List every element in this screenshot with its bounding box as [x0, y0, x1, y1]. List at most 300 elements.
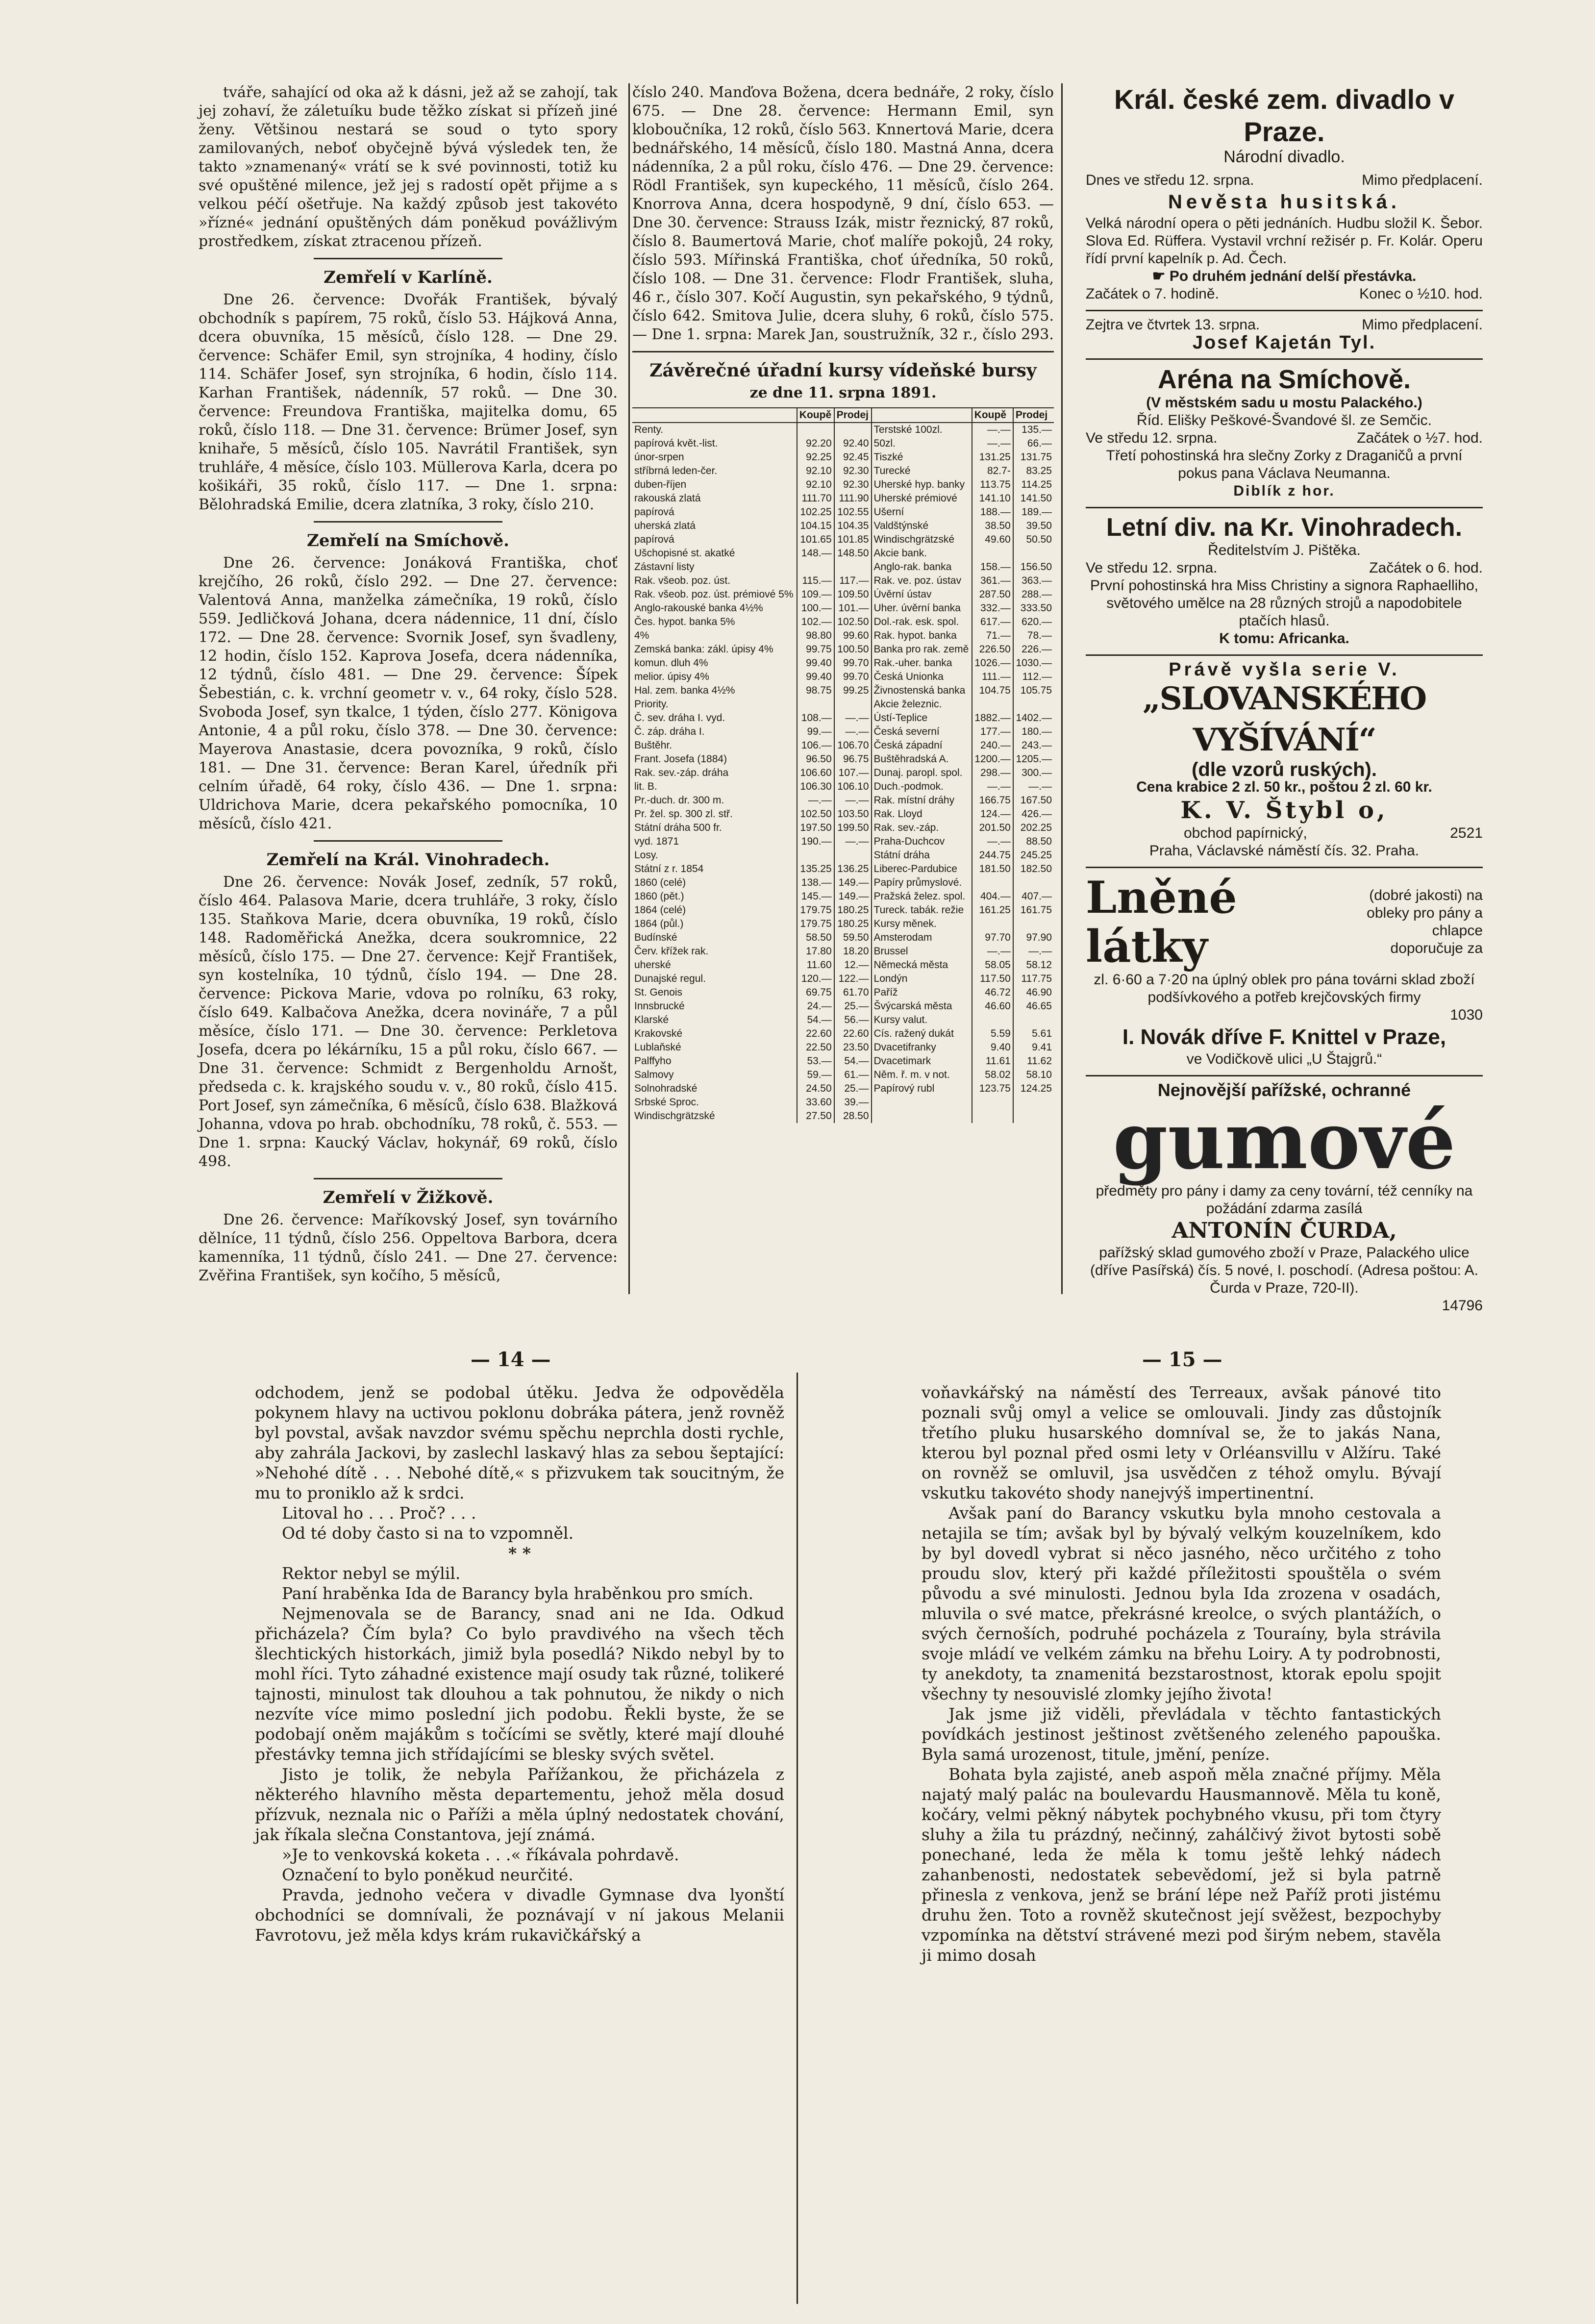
bursa-security: Innsbrucké — [634, 1000, 685, 1012]
bursa-rate: 201.50 — [972, 821, 1013, 835]
bursa-rate: 1402.— — [1013, 711, 1054, 725]
bursa-security: Akcie bank. — [872, 547, 972, 560]
bursa-rate: 166.75 — [972, 794, 1013, 807]
bursa-rate: 106.— — [797, 739, 834, 752]
bursa-rate: 58.02 — [972, 1068, 1013, 1082]
heading-karlin: Zemřelí v Karlíně. — [324, 268, 493, 287]
lnene-text: zl. 6·60 a 7·20 na úplný oblek pro pána továrni sklad zboží podšívkového a potřeb krejčovských firmy — [1094, 972, 1475, 1005]
bursa-rate — [834, 560, 872, 574]
bursa-rate: 24.— — [797, 1000, 834, 1013]
bursa-rate — [797, 698, 834, 711]
bursa-row — [632, 780, 1054, 794]
bursa-rate: 78.— — [1013, 629, 1054, 643]
bursa-row — [632, 766, 1054, 780]
bursa-rate: 226.50 — [972, 643, 1013, 656]
bursa-rate: 5.59 — [972, 1027, 1013, 1041]
bursa-rate: 300.— — [1013, 766, 1054, 780]
bursa-security: Státní z r. 1854 — [634, 863, 704, 875]
bursa-rate: 101.65 — [797, 533, 834, 547]
deaths-zizkov: Dne 26. července: Maříkovský Josef, syn továrního dělníce, 11 týdnů, číslo 256. Oppeltova Barbora, dcera kamenníka, 11 týdnů, číslo 241. — Dne 27. července: Zvěřina František, syn kočího, 5 měsíců, — [199, 1211, 618, 1284]
bursa-row — [632, 464, 1054, 478]
bursa-row — [632, 684, 1054, 698]
vysivani-subtitle: (dle vzorů ruských). — [1192, 759, 1377, 780]
bursa-rate: 100.— — [797, 601, 834, 615]
heading-smichov: Zemřelí na Smíchově. — [307, 531, 509, 550]
bursa-row — [632, 615, 1054, 629]
bursa-rate: 1200.— — [972, 752, 1013, 766]
bursa-row — [632, 794, 1054, 807]
bursa-security: Krakovské — [634, 1028, 683, 1039]
bursa-rate: 61.70 — [834, 986, 872, 1000]
bursa-rate: 105.75 — [1013, 684, 1054, 698]
section-stars: * * — [508, 1544, 531, 1563]
bursa-rate: 361.— — [972, 574, 1013, 588]
bursa-rate: 97.90 — [1013, 931, 1054, 945]
theatre-text: Velká národní opera o pěti jednáních. Hudbu složil K. Šebor. Slova Ed. Rüffera. Vystavil vrchní režisér p. Fr. Kolár. Operu řídí první kapelník p. Ad. Čech. — [1086, 215, 1483, 267]
bursa-row — [632, 1013, 1054, 1027]
bursa-rate — [834, 423, 872, 437]
bursa-rate: 188.— — [972, 505, 1013, 519]
bursa-rate: 407.— — [1013, 890, 1054, 903]
bursa-security: Lublaňské — [634, 1042, 681, 1053]
bursa-security: Tiszké — [872, 450, 972, 464]
bursa-security: vyd. 1871 — [634, 836, 679, 847]
bursa-rate: —.— — [1013, 780, 1054, 794]
arena-day: Ve středu 12. srpna. — [1086, 430, 1218, 446]
bursa-rate: 59.— — [797, 1068, 834, 1082]
bursa-rate: 38.50 — [972, 519, 1013, 533]
col-sell: Prodej — [834, 408, 872, 423]
hand-icon: ☛ — [1152, 268, 1170, 284]
bursa-security: Frant. Josefa (1884) — [634, 753, 727, 765]
bursa-rate: 117.50 — [972, 972, 1013, 986]
gum-top: Nejnovější pařížské, ochranné — [1157, 1080, 1411, 1100]
bursa-security: Renty. — [634, 424, 664, 435]
bursa-rate: 333.50 — [1013, 601, 1054, 615]
curda-text: pařížský sklad gumového zboží v Praze, Palackého ulice (dříve Pasířská) čís. 5 nové, I. poschodí. (Adresa poštou: A. Čurda v Praze, 720-II). — [1090, 1245, 1479, 1296]
bursa-rate: 182.50 — [1013, 862, 1054, 876]
summer-director: Ředitelstvím J. Pištěka. — [1208, 542, 1361, 558]
bursa-rate: 149.— — [834, 890, 872, 903]
bursa-security: Ušerní — [872, 505, 972, 519]
bursa-rate: —.— — [972, 423, 1013, 437]
bursa-rate: 617.— — [972, 615, 1013, 629]
bursa-row — [632, 807, 1054, 821]
summer-end: K tomu: Africanka. — [1219, 630, 1349, 647]
bursa-security: Klarské — [634, 1014, 669, 1025]
lnene-num: 1030 — [1450, 1007, 1483, 1023]
bursa-rate: 96.50 — [797, 752, 834, 766]
bursa-rate: 117.75 — [1013, 972, 1054, 986]
bursa-rate: 99.40 — [797, 656, 834, 670]
curda-num: 14796 — [1442, 1298, 1483, 1314]
bursa-rate: 181.50 — [972, 862, 1013, 876]
bursa-security: Česká Unionka — [872, 670, 972, 684]
bursa-rate: 197.50 — [797, 821, 834, 835]
bursa-security: Červ. křížek rak. — [634, 946, 709, 957]
bursa-rate: 33.60 — [797, 1096, 834, 1109]
bursa-rate: 141.50 — [1013, 492, 1054, 505]
bursa-rate: 54.— — [797, 1013, 834, 1027]
bursa-rate: 71.— — [972, 629, 1013, 643]
bursa-rate: 46.72 — [972, 986, 1013, 1000]
bursa-rate: 141.10 — [972, 492, 1013, 505]
bursa-security: Turecké — [872, 464, 972, 478]
bursa-security: Čes. hypot. banka 5% — [634, 616, 735, 627]
bursa-rate — [1013, 1096, 1054, 1109]
bursa-security: Státní dráha 500 fr. — [634, 822, 722, 833]
bursa-rate: 332.— — [972, 601, 1013, 615]
bursa-row — [632, 1096, 1054, 1109]
bursa-rate — [972, 698, 1013, 711]
bursa-rate: —.— — [972, 437, 1013, 450]
bursa-rate: 101.85 — [834, 533, 872, 547]
gum-title: gumové — [1113, 1095, 1456, 1187]
bursa-security: papírová — [634, 506, 674, 518]
bursa-security: Uherské prémiové — [872, 492, 972, 505]
novel-left — [255, 1382, 784, 1945]
bursa-security: Česká severní — [872, 725, 972, 739]
col-buy: Koupě — [797, 408, 834, 423]
stybl-sub: obchod papírnický, — [1184, 825, 1307, 841]
bursa-rate: —.— — [972, 945, 1013, 958]
bursa-rate: 1026.— — [972, 656, 1013, 670]
bursa-rate: 120.— — [797, 972, 834, 986]
novel-paragraph: Jisto je tolik, že nebyla Pařížankou, že přicházela z některého hlavního města departementu, jehož měla dosud přízvuk, neznala nic o Paříži a měla úplný nedostatek chování, jak říkala slečna Constantova, její známá. — [255, 1765, 784, 1844]
bursa-security: Dvacetimark — [872, 1054, 972, 1068]
bursa-security: Rak. všeob. poz. úst. — [634, 575, 731, 586]
bursa-security: Česká západní — [872, 739, 972, 752]
bursa-security: Zemská banka: zákl. úpisy 4% — [634, 644, 773, 655]
column-rule — [1061, 83, 1063, 1294]
bursa-security: 4% — [634, 630, 649, 641]
bursa-rate: 58.50 — [797, 931, 834, 945]
bursa-security: únor-srpen — [634, 451, 684, 463]
bursa-security: 1864 (půl.) — [634, 918, 684, 929]
bursa-row — [632, 478, 1054, 492]
bursa-row — [632, 574, 1054, 588]
bursa-rate: 25.— — [834, 1082, 872, 1096]
bursa-rate — [1013, 1013, 1054, 1027]
lnene-note: (dobré jakosti) na obleky pro pány a chlapce doporučuje za — [1367, 887, 1483, 956]
bursa-security: lit. B. — [634, 781, 657, 792]
vysivani-title: „SLOVANSKÉHO VYŠÍVÁNÍ“ — [1142, 680, 1426, 758]
novel-paragraph: Pravda, jednoho večera v divadle Gymnase dva lyonští obchodníci se domnívali, že poznávají v ní jakous Melanii Favrotovu, jež měla kdys krám rukavičkářský a — [255, 1885, 784, 1945]
bursa-rate: 103.50 — [834, 807, 872, 821]
bursa-rate: 46.90 — [1013, 986, 1054, 1000]
bursa-rate — [972, 917, 1013, 931]
bursa-security: Pr. žel. sp. 300 zl. stř. — [634, 808, 733, 820]
bursa-security: Terstské 100zl. — [872, 423, 972, 437]
bursa-rate: 108.— — [797, 711, 834, 725]
bursa-security: Dol.-rak. esk. spol. — [872, 615, 972, 629]
novel-right — [922, 1382, 1441, 1965]
bursa-rate: 101.— — [834, 601, 872, 615]
bursa-rate: 17.80 — [797, 945, 834, 958]
bursa-rate: 288.— — [1013, 588, 1054, 601]
bursa-security: papírová květ.-list. — [634, 438, 718, 449]
bursa-security: 1860 (celé) — [634, 877, 686, 888]
bursa-rate: 180.25 — [834, 917, 872, 931]
bursa-rate: 24.50 — [797, 1082, 834, 1096]
bursa-rate: 180.— — [1013, 725, 1054, 739]
bursa-rate: 131.25 — [972, 450, 1013, 464]
bursa-row — [632, 835, 1054, 849]
divider — [314, 840, 502, 842]
bursa-rate: 620.— — [1013, 615, 1054, 629]
bursa-rate: 92.30 — [834, 464, 872, 478]
bursa-security: Německá města — [872, 958, 972, 972]
bursa-security: Papírový rubl — [872, 1082, 972, 1096]
bursa-security: Něm. ř. m. v not. — [872, 1068, 972, 1082]
summer-text: První pohostinská hra Miss Christiny a signora Raphaelliho, světového umělce na 28 různých strojů a napodobitele ptačích hlasů. — [1090, 577, 1479, 629]
bursa-rate: 298.— — [972, 766, 1013, 780]
novel-paragraph: Paní hraběnka Ida de Barancy byla hraběnkou pro smích. — [282, 1584, 754, 1603]
bursa-rate: 114.25 — [1013, 478, 1054, 492]
gum-text: předměty pro pány i damy za ceny tovární, též cenníky na požádání zdarma zasílá — [1096, 1183, 1473, 1217]
bursa-rate: 145.— — [797, 890, 834, 903]
novel-paragraph: Jak jsme již viděli, převládala v těchto fantastických povídkách jestinost ještinost zvětšeného zeleného papouška. Byla samá urozenost, titule, jmění, peníze. — [922, 1704, 1441, 1764]
bursa-rate: 22.50 — [797, 1041, 834, 1054]
novel-paragraph: odchodem, jenž se podobal útěku. Jedva že odpověděla pokynem hlavy na uctivou poklonu dobráka pátera, jenž rovněž byl povstal, avšak navzdor svému spěchu neprchla dosti rychle, aby zahrála Jackovi, by zaslechl laskavý hlas za sebou šeptající: »Nehohé dítě . . . Nebohé dítě,« s přizvukem tak soucitným, že mu to proniklo až k srdci. — [255, 1383, 784, 1502]
bursa-rate: 161.25 — [972, 903, 1013, 917]
bursa-rate: 11.61 — [972, 1054, 1013, 1068]
bursa-rate: 61.— — [834, 1068, 872, 1082]
bursa-row — [632, 698, 1054, 711]
bursa-rate: 58.12 — [1013, 958, 1054, 972]
bursa-security: Švýcarská města — [872, 1000, 972, 1013]
bursa-rate: 99.— — [797, 725, 834, 739]
bursa-rate — [1013, 876, 1054, 890]
bursa-rate: 27.50 — [797, 1109, 834, 1123]
bursa-rate — [797, 423, 834, 437]
bursa-security: Rak. všeob. poz. úst. prémiové 5% — [634, 589, 794, 600]
bursa-rate: 98.80 — [797, 629, 834, 643]
page-number-left: — 14 — — [471, 1348, 551, 1371]
bursa-rate: 99.25 — [834, 684, 872, 698]
bursa-rate: 109.— — [797, 588, 834, 601]
bursa-row — [632, 986, 1054, 1000]
bursa-row — [632, 1054, 1054, 1068]
bursa-row — [632, 945, 1054, 958]
bursa-security: Losy. — [634, 850, 658, 861]
vysivani-top: Právě vyšla serie V. — [1169, 659, 1400, 680]
bursa-security: Buštěhradská A. — [872, 752, 972, 766]
bursa-rate: —.— — [972, 780, 1013, 794]
bursa-rate: 92.40 — [834, 437, 872, 450]
bursa-security: St. Genois — [634, 987, 683, 998]
bursa-rate — [1013, 917, 1054, 931]
bursa-rate: 102.— — [797, 615, 834, 629]
bursa-rate: 179.75 — [797, 917, 834, 931]
bursa-security: Kursy měnek. — [872, 917, 972, 931]
theatre-end: Konec o ½10. hod. — [1359, 286, 1483, 302]
column-rule — [628, 83, 630, 1294]
bursa-security: Brussel — [872, 945, 972, 958]
bursa-rate: 99.70 — [834, 670, 872, 684]
bursa-security: papírová — [634, 534, 674, 545]
novel-paragraph: Nejmenovala se de Barancy, snad ani ne Ida. Odkud přicházela? Čím byla? Co bylo pravdivého na všech těch šlechtických historkách, jimiž byla posedlá? Nikdo nebyl by to mohl říci. Tyto záhadné existence mají osudy tak různé, tolikeré tajnosti, minulost tak dlouhou a tak pohnutou, že nikdy o nich nezvíte více mimo poslední jich podobu. Řekli byste, že se podobají oněm majákům s točícími se světly, které mají dlouhé přestávky temna jich střídajícími se blesky svých světel. — [255, 1604, 784, 1764]
bursa-row — [632, 450, 1054, 464]
bursa-rate: 58.10 — [1013, 1068, 1054, 1082]
bursa-rate: 117.— — [834, 574, 872, 588]
theatre-note2: Mimo předplacení. — [1362, 317, 1483, 333]
novel-paragraph: Bohata byla zajisté, aneb aspoň měla značné příjmy. Měla najatý malý palác na boulevardu Hausmannově. Měla tu koně, kočáry, velmi pěkný nábytek pochybného vkusu, při tom čtyry sluhy a žila tu prázdný, nečinný, zahálčivý život bytosti sobě ponechané, leda že měla k tomu ještě lehký nádech zahanbenosti, nedostatek sebevědomí, jež si byla patrně přinesla z venkova, jenž se brání lépe než Paříž proti jistému druhu žen. Toto a rovněž skutečnost její svěžest, bezpochyby vzpomínka na dětství strávené mezi pod širým nebem, stavěla ji mimo dosah — [922, 1765, 1441, 1965]
novak-name: I. Novák dříve F. Knittel v Praze, — [1122, 1025, 1446, 1049]
bursa-security: Rak. ve. poz. ústav — [872, 574, 972, 588]
bursa-rate: 96.75 — [834, 752, 872, 766]
arena-subtitle: (V městském sadu u mostu Palackého.) — [1146, 395, 1422, 411]
bursa-rate: 202.25 — [1013, 821, 1054, 835]
bursa-rate: 189.— — [1013, 505, 1054, 519]
arena-title: Aréna na Smíchově. — [1157, 365, 1411, 394]
bursa-rate: 124.25 — [1013, 1082, 1054, 1096]
bursa-row — [632, 917, 1054, 931]
bursa-rate: 148.50 — [834, 547, 872, 560]
bursa-rate: 92.45 — [834, 450, 872, 464]
bursa-security: Dunaj. paropl. spol. — [872, 766, 972, 780]
bursa-security: Londýn — [872, 972, 972, 986]
theatre-play: Nevěsta husitská. — [1168, 191, 1400, 213]
bursa-rate: 106.10 — [834, 780, 872, 794]
bursa-rate: 28.50 — [834, 1109, 872, 1123]
bursa-row — [632, 560, 1054, 574]
bursa-rate: 50.50 — [1013, 533, 1054, 547]
bursa-rate: 100.50 — [834, 643, 872, 656]
bursa-rate: 92.25 — [797, 450, 834, 464]
bursa-table — [632, 407, 1054, 1123]
bursa-security: Ústí-Teplice — [872, 711, 972, 725]
bursa-row — [632, 437, 1054, 450]
theatre-subtitle: Národní divadlo. — [1223, 148, 1345, 166]
bursa-rate: 190.— — [797, 835, 834, 849]
stybl-name: K. V. Štybl o, — [1180, 797, 1388, 824]
deaths-continued: číslo 240. Manďova Božena, dcera bednáře, 2 roky, číslo 675. — Dne 28. července: Hermann Emil, syn kloboučníka, 12 roků, číslo 563. Knnertová Marie, dcera bednářského, 14 měsíců, číslo 180. Mastná Anna, dcera nádenníka, 2 a půl roku, číslo 476. — Dne 29. července: Rödl František, syn kupeckého, 11 měsíců, číslo 264. Knorrova Anna, dcera hospodyně, 9 dní, číslo 653. — Dne 30. července: Strauss Izák, mistr řeznický, 87 roků, číslo 8. Baumertová Marie, choť malíře pokojů, 24 roky, číslo 593. Mířinská Františka, choť úředníka, 50 roků, číslo 108. — Dne 31. července: Flodr František, sluha, 46 r., číslo 307. Kočí Augustin, syn pekařského, 9 týdnů, číslo 642. Smitova Julie, dcera sluhy, 6 roků, číslo 575. — Dne 1. srpna: Marek Jan, soustružník, 32 r., číslo 293. — [632, 84, 1054, 343]
bursa-security — [872, 1096, 972, 1109]
theatre-play2: Josef Kajetán Tyl. — [1192, 332, 1376, 353]
bursa-rate: 245.25 — [1013, 849, 1054, 862]
bursa-rate: 1882.— — [972, 711, 1013, 725]
bursa-rate: 11.62 — [1013, 1054, 1054, 1068]
novel-paragraph: voňavkářský na náměstí des Terreaux, avšak pánové tito poznali svůj omyl a velice se omlouvali. Jindy zas důstojník třetího pluku husarského domníval se, že to jakás Nana, kterou byl poznal před osmi lety v Orléansvillu v Alžíru. Také on rovněž se omluvil, jsa usvědčen z téhož omylu. Bývají vskutku takovéto shody nanejvýš impertinentní. — [922, 1383, 1441, 1502]
bursa-row — [632, 821, 1054, 835]
bursa-row — [632, 711, 1054, 725]
bursa-rate: 102.55 — [834, 505, 872, 519]
bursa-security: Valdštýnské — [872, 519, 972, 533]
bursa-rate: 46.65 — [1013, 1000, 1054, 1013]
bursa-date: ze dne 11. srpna 1891. — [749, 384, 937, 401]
bursa-security: Č. záp. dráha I. — [634, 726, 705, 737]
theatre-day: Dnes ve středu 12. srpna. — [1086, 172, 1254, 188]
bursa-row — [632, 739, 1054, 752]
bursa-security: Hal. zem. banka 4½% — [634, 685, 735, 696]
bursa-rate: 12.— — [834, 958, 872, 972]
bursa-rate: 18.20 — [834, 945, 872, 958]
bursa-row — [632, 931, 1054, 945]
bursa-row — [632, 752, 1054, 766]
bursa-rate: 123.75 — [972, 1082, 1013, 1096]
bursa-security: Akcie železnic. — [872, 698, 972, 711]
bursa-rate: 99.75 — [797, 643, 834, 656]
bursa-rate: 112.— — [1013, 670, 1054, 684]
bursa-security: Dvacetifranky — [872, 1041, 972, 1054]
theatre-start: Začátek o 7. hodině. — [1086, 286, 1219, 302]
bursa-rate — [1013, 1109, 1054, 1123]
divider — [314, 1178, 502, 1179]
bursa-rate: —.— — [834, 835, 872, 849]
divider — [314, 258, 502, 259]
col-sell: Prodej — [1013, 408, 1054, 423]
bursa-rate: 92.30 — [834, 478, 872, 492]
novel-paragraph: Litoval ho . . . Proč? . . . — [282, 1503, 476, 1523]
bursa-security: Tureck. tabák. režie — [872, 903, 972, 917]
col-buy: Koupě — [972, 408, 1013, 423]
arena-play: Diblík z hor. — [1233, 483, 1335, 499]
column-deaths — [199, 83, 618, 1285]
bursa-rate: 23.50 — [834, 1041, 872, 1054]
bursa-rate: 11.60 — [797, 958, 834, 972]
bursa-rate: 83.25 — [1013, 464, 1054, 478]
bursa-rate: 243.— — [1013, 739, 1054, 752]
bursa-rate: 9.41 — [1013, 1041, 1054, 1054]
bursa-security: Státní dráha — [872, 849, 972, 862]
bursa-rate: 104.35 — [834, 519, 872, 533]
bursa-security: Ušchopisné st. akatké — [634, 548, 735, 559]
bursa-rate: 199.50 — [834, 821, 872, 835]
bursa-row — [632, 876, 1054, 890]
bursa-rate: —.— — [834, 725, 872, 739]
bursa-security: duben-říjen — [634, 479, 687, 490]
bursa-security: Rak. hypot. banka — [872, 629, 972, 643]
bursa-rate: 180.25 — [834, 903, 872, 917]
bursa-rate: 97.70 — [972, 931, 1013, 945]
bursa-rate: 167.50 — [1013, 794, 1054, 807]
bursa-rate: 179.75 — [797, 903, 834, 917]
bursa-row — [632, 643, 1054, 656]
bursa-security: Priority. — [634, 699, 669, 710]
bursa-security: uherské — [634, 959, 671, 971]
bursa-rate: 111.70 — [797, 492, 834, 505]
bursa-rate: 99.40 — [797, 670, 834, 684]
bursa-rate: 102.25 — [797, 505, 834, 519]
bursa-security: Liberec-Pardubice — [872, 862, 972, 876]
bursa-security — [872, 1109, 972, 1123]
bursa-rate: 106.30 — [797, 780, 834, 794]
bursa-row — [632, 519, 1054, 533]
bursa-rate: 92.20 — [797, 437, 834, 450]
heading-zizkov: Zemřelí v Žižkově. — [323, 1188, 494, 1207]
bursa-rate: 138.— — [797, 876, 834, 890]
bursa-row — [632, 505, 1054, 519]
bursa-security: 1864 (celé) — [634, 904, 686, 916]
bursa-rate: 98.75 — [797, 684, 834, 698]
bursa-rate: 9.40 — [972, 1041, 1013, 1054]
bursa-rate — [834, 849, 872, 862]
curda-name: ANTONÍN ČURDA, — [1171, 1218, 1397, 1243]
bursa-row — [632, 547, 1054, 560]
deaths-smichov: Dne 26. července: Jonáková Františka, choť krejčího, 26 roků, číslo 292. — Dne 27. července: Valentová Anna, manželka zámečníka, 19 roků, číslo 559. Jedličková Johana, dcera nádennice, 11 dní, číslo 172. — Dne 28. července: Svornik Josef, syn švadleny, 12 hodin, číslo 152. Kaprova Josefa, dcera nádenníka, 12 týdnů, číslo 481. — Dne 29. července: Šípek Šebestián, c. k. vrchní geometr v. v., 64 roky, číslo 528. Svoboda Josef, syn tkalce, 1 týden, číslo 277. Königova Antonie, 4 a půl roku, číslo 378. — Dne 30. července: Mayerova Anastasie, dcera povozníka, 9 roků, číslo 181. — Dne 31. července: Beran Karel, úředník při celním úřadě, 64 roky, číslo 436. — Dne 1. srpna: Uldrichova Marie, dcera pekařského pomocníka, 10 měsíců, číslo 421. — [199, 554, 618, 832]
bursa-security: Rak. sev.-záp. dráha — [634, 767, 729, 778]
bursa-security: Salmovy — [634, 1069, 674, 1080]
bursa-rate: 106.60 — [797, 766, 834, 780]
bursa-security: Rak.-uher. banka — [872, 656, 972, 670]
bursa-rate: 22.60 — [797, 1027, 834, 1041]
theatre-note: Mimo předplacení. — [1362, 172, 1483, 188]
bursa-rate: 240.— — [972, 739, 1013, 752]
page-number-right: — 15 — — [1142, 1348, 1222, 1371]
bursa-rate: 102.50 — [797, 807, 834, 821]
bursa-rate: 66.— — [1013, 437, 1054, 450]
